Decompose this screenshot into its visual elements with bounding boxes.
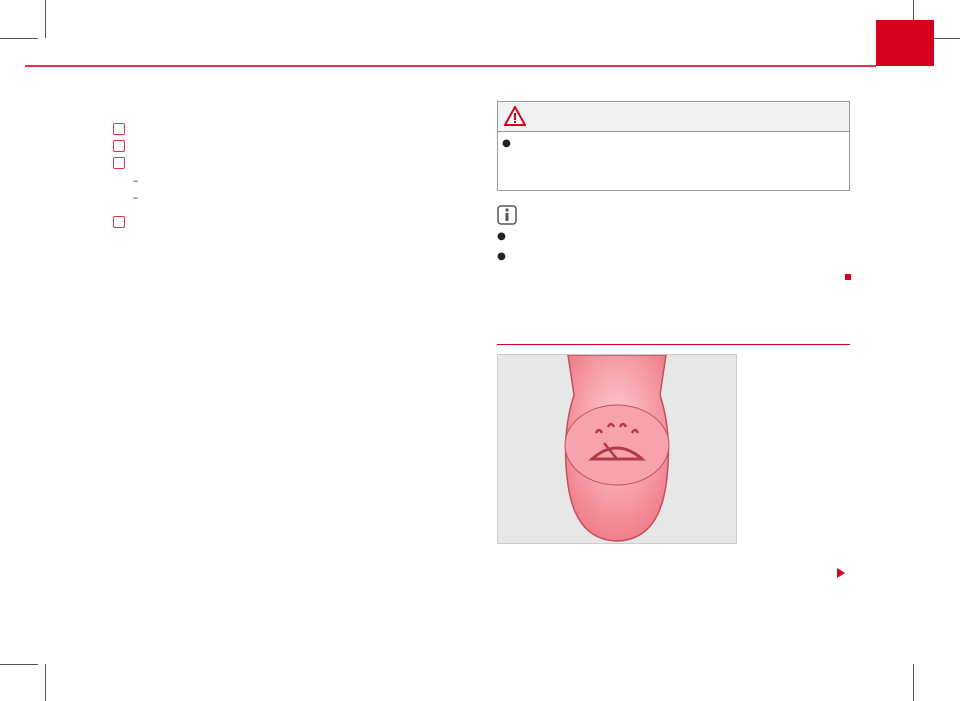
list-item bbox=[113, 157, 473, 173]
end-marker bbox=[845, 274, 851, 280]
tab-seguranca[interactable] bbox=[25, 630, 267, 672]
crop-mark bbox=[45, 0, 46, 38]
position-key-1 bbox=[113, 216, 125, 228]
warning-box bbox=[497, 101, 850, 191]
washer-cap-illustration bbox=[498, 355, 736, 543]
tab-conselhos[interactable] bbox=[479, 630, 690, 672]
position-key-0 bbox=[113, 123, 125, 135]
info-icon bbox=[497, 205, 517, 225]
note-bullet: ● bbox=[497, 231, 513, 242]
position-key-a bbox=[113, 157, 125, 169]
figure-70 bbox=[497, 354, 737, 544]
dash-bullet: – bbox=[133, 193, 139, 204]
note-body bbox=[497, 230, 512, 264]
sub-list-item bbox=[133, 192, 145, 206]
header-rule bbox=[25, 65, 876, 67]
paragraph-line bbox=[113, 216, 125, 230]
crop-mark bbox=[0, 38, 38, 39]
dash-bullet: – bbox=[133, 176, 139, 187]
tab-instrucoes[interactable] bbox=[270, 630, 476, 672]
continue-arrow-icon bbox=[837, 568, 845, 578]
warning-text bbox=[502, 133, 518, 151]
list-item bbox=[113, 140, 473, 156]
page-number bbox=[876, 20, 934, 66]
section-rule bbox=[497, 344, 850, 345]
warning-header bbox=[498, 102, 849, 132]
warning-triangle-icon bbox=[504, 106, 526, 126]
tab-dados[interactable] bbox=[693, 630, 935, 672]
sub-list-item bbox=[133, 175, 145, 189]
position-key-1 bbox=[113, 140, 125, 152]
note-bullet: ● bbox=[497, 251, 513, 262]
list-item bbox=[113, 123, 473, 139]
warning-bullet: ● bbox=[502, 138, 518, 149]
paragraph bbox=[113, 216, 125, 230]
